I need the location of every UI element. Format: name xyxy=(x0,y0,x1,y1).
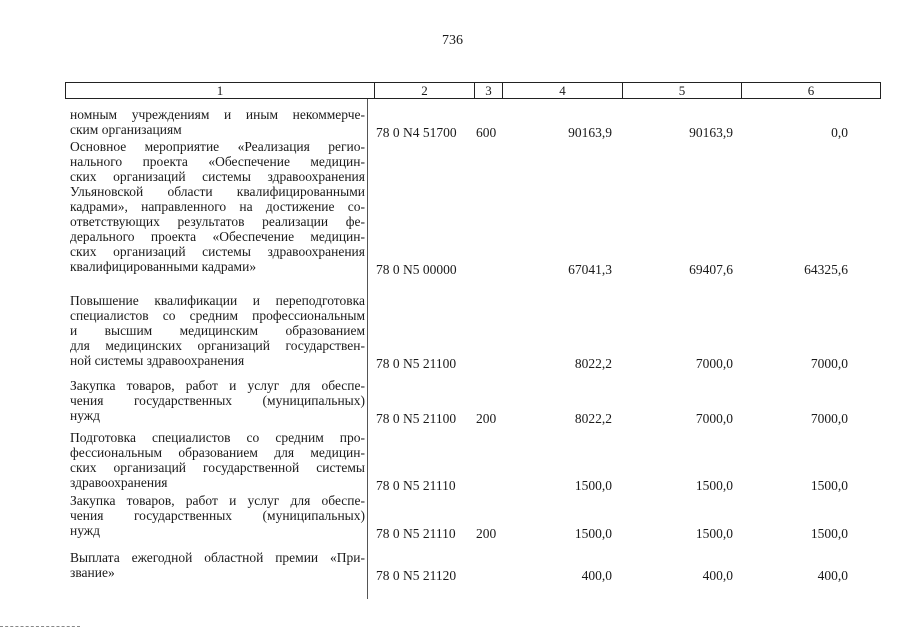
value-col-4: 8022,2 xyxy=(574,356,612,371)
header-col-5: 5 xyxy=(622,83,741,98)
description-line: ских организаций системы здравоохранения xyxy=(70,169,365,184)
value-col-6: 0,0 xyxy=(831,125,848,140)
value-col-4: 8022,2 xyxy=(574,411,612,426)
value-col-6: 7000,0 xyxy=(810,356,848,371)
row-description xyxy=(70,378,365,423)
value-col-5: 400,0 xyxy=(702,568,733,583)
description-line: звание» xyxy=(70,565,115,580)
value-col-6: 1500,0 xyxy=(810,478,848,493)
row-description xyxy=(70,139,365,274)
value-col-6: 64325,6 xyxy=(804,262,848,277)
target-code: 78 0 N5 21110 xyxy=(376,478,456,493)
target-code: 78 0 N5 21100 xyxy=(376,356,457,371)
value-col-5: 7000,0 xyxy=(695,411,733,426)
description-line: Ульяновской области квалифицированными xyxy=(70,184,365,199)
description-line: Подготовка специалистов со средним про- xyxy=(70,430,365,445)
header-col-4: 4 xyxy=(502,83,622,98)
header-col-1: 1 xyxy=(216,83,224,98)
table-header xyxy=(65,82,881,99)
description-line: номным учреждениям и иным некоммерче- xyxy=(70,107,365,122)
description-line: чения государственных (муниципальных) xyxy=(70,393,365,408)
description-line: нального проекта «Обеспечение медицин- xyxy=(70,154,365,169)
description-line: для медицинских организаций государствен- xyxy=(70,338,365,353)
header-col-2: 2 xyxy=(374,83,474,98)
target-code: 78 0 N5 21110 xyxy=(376,526,456,541)
row-description xyxy=(70,107,365,137)
value-col-5: 7000,0 xyxy=(695,356,733,371)
row-description xyxy=(70,293,365,368)
value-col-6: 400,0 xyxy=(817,568,848,583)
description-line: Повышение квалификации и переподготовка xyxy=(70,293,365,308)
row-description xyxy=(70,430,365,490)
row-description xyxy=(70,550,365,580)
value-col-4: 67041,3 xyxy=(568,262,612,277)
header-col-6: 6 xyxy=(741,83,880,98)
expense-type: 600 xyxy=(476,125,497,140)
description-line: ответствующих результатов реализации фе- xyxy=(70,214,365,229)
description-line: нужд xyxy=(70,523,100,538)
value-col-5: 90163,9 xyxy=(689,125,733,140)
description-line: Закупка товаров, работ и услуг для обеспе- xyxy=(70,378,365,393)
description-line: Закупка товаров, работ и услуг для обеспе- xyxy=(70,493,365,508)
expense-type: 200 xyxy=(476,411,497,426)
value-col-4: 1500,0 xyxy=(574,478,612,493)
value-col-5: 1500,0 xyxy=(695,478,733,493)
target-code: 78 0 N4 51700 xyxy=(376,125,457,140)
page-number: 736 xyxy=(442,33,463,48)
description-line: Выплата ежегодной областной премии «При- xyxy=(70,550,365,565)
description-line: ной системы здравоохранения xyxy=(70,353,245,368)
column-rule xyxy=(367,99,368,599)
value-col-4: 1500,0 xyxy=(574,526,612,541)
description-line: ским организациям xyxy=(70,122,182,137)
target-code: 78 0 N5 21120 xyxy=(376,568,457,583)
value-col-5: 69407,6 xyxy=(689,262,733,277)
description-line: ских организаций государственной системы xyxy=(70,460,365,475)
target-code: 78 0 N5 00000 xyxy=(376,262,457,277)
value-col-4: 90163,9 xyxy=(568,125,612,140)
description-line: Основное мероприятие «Реализация регио- xyxy=(70,139,365,154)
description-line: и высшим медицинским образованием xyxy=(70,323,365,338)
description-line: дерального проекта «Обеспечение медицин- xyxy=(70,229,365,244)
value-col-6: 7000,0 xyxy=(810,411,848,426)
header-col-3: 3 xyxy=(474,83,502,98)
description-line: ских организаций системы здравоохранения xyxy=(70,244,365,259)
description-line: кадрами», направленного на достижение со- xyxy=(70,199,365,214)
description-line: специалистов со средним профессиональным xyxy=(70,308,365,323)
description-line: чения государственных (муниципальных) xyxy=(70,508,365,523)
row-description xyxy=(70,493,365,538)
scan-edge-mark xyxy=(0,626,80,629)
description-line: квалифицированными кадрами» xyxy=(70,259,257,274)
target-code: 78 0 N5 21100 xyxy=(376,411,457,426)
value-col-6: 1500,0 xyxy=(810,526,848,541)
expense-type: 200 xyxy=(476,526,497,541)
description-line: здравоохранения xyxy=(70,475,168,490)
value-col-5: 1500,0 xyxy=(695,526,733,541)
description-line: фессиональным образованием для медицин- xyxy=(70,445,365,460)
value-col-4: 400,0 xyxy=(581,568,612,583)
description-line: нужд xyxy=(70,408,100,423)
